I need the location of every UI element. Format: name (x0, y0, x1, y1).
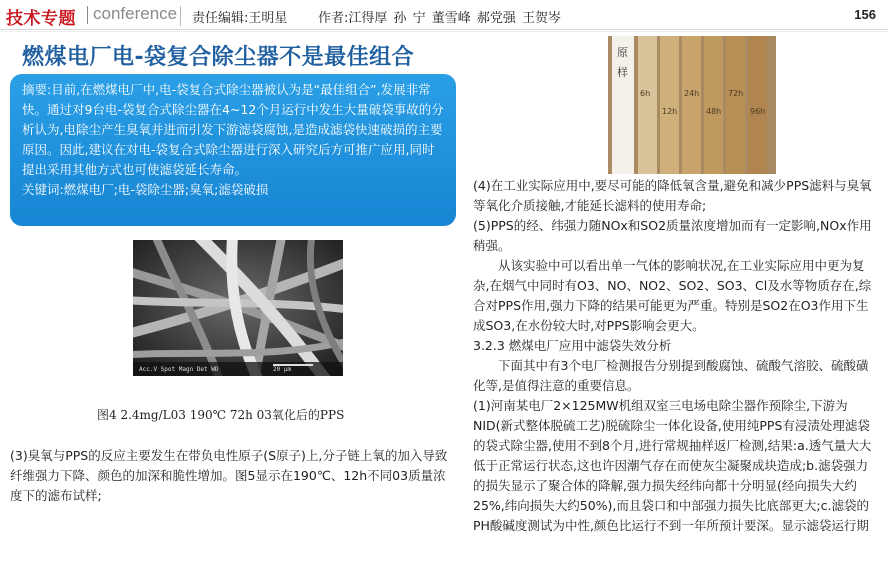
sample-strip (638, 36, 657, 174)
abstract-box (10, 74, 456, 226)
strip-label: 原 (617, 46, 628, 59)
strip-label: 24h (684, 89, 700, 98)
header-rule (0, 31, 888, 32)
body-paragraph: 下面其中有3个电厂检测报告分别提到酸腐蚀、硫酸气溶胶、硫酸磺化等,是值得注意的重要信息。 (473, 358, 869, 393)
keywords-text: 关键词:燃煤电厂;电-袋除尘器;臭氧;滤袋破损 (22, 182, 269, 197)
page-number: 156 (854, 7, 876, 22)
abstract-text: 摘要:目前,在燃煤电厂中,电-袋复合式除尘器被认为是“最佳组合”,发展非常快。通过对9台电-袋复合式除尘器在4~12个月运行中发生大量破袋事故的分析认为,电除尘产生臭氧并进而引发下游滤袋腐蚀,是造成滤袋快速破损的主要原因。因此,建议在对电-袋复合式除尘器进行深入研究后方可推广应用,同时提出采用其他方式也可使滤袋延长寿命。 (22, 82, 444, 177)
header-divider (180, 6, 181, 26)
article-title: 燃煤电厂电-袋复合除尘器不是最佳组合 (22, 45, 415, 70)
body-paragraph: 从该实验中可以看出单一气体的影响状况,在工业实际应用中更为复杂,在烟气中同时有O3、NO、NO2、SO2、SO3、Cl及水等物质存在,综合对PPS作用,强力下降的结果可能更为严重。特别是SO2在O3作用下生成SO3,在水份较大时,对PPS影响会更大。 (473, 258, 872, 333)
sample-strip (682, 36, 701, 174)
sample-strip (748, 36, 767, 174)
strip-label: 样 (617, 66, 628, 79)
column-brand: 技术专题 (6, 9, 76, 29)
page-header (0, 0, 888, 30)
strip-label: 96h (750, 107, 766, 116)
body-paragraph: (3)臭氧与PPS的反应主要发生在带负电性原子(S原子)上,分子链上氧的加入导致纤维强力下降、颜色的加深和脆性增加。图5显示在190℃、12h不同03质量浓度下的滤布试样; (10, 448, 448, 503)
sample-strip (660, 36, 679, 174)
strip-label: 12h (662, 107, 678, 116)
right-column (473, 176, 879, 536)
section-heading: 3.2.3 燃煤电厂应用中滤袋失效分析 (473, 338, 672, 353)
body-paragraph: (4)在工业实际应用中,要尽可能的降低氧含量,避免和减少PPS滤料与臭氧等氧化介质接触,才能延长滤料的使用寿命; (473, 178, 872, 213)
strip-label: 6h (640, 89, 651, 98)
figure-4-sem-image (133, 240, 343, 376)
filter-cloth-samples (608, 36, 776, 174)
section-label: conference (93, 4, 178, 23)
svg-text:20 µm: 20 µm (273, 366, 292, 373)
sample-strip (704, 36, 723, 174)
sample-strip (726, 36, 745, 174)
svg-text:Acc.V Spot Magn Det WD: Acc.V Spot Magn Det WD (139, 366, 219, 373)
editor-credit: 责任编辑:王明星 (192, 11, 288, 26)
figure-4-caption: 图4 2.4mg/L03 190℃ 72h 03氧化后的PPS (97, 408, 345, 422)
sem-fiber-photo (133, 240, 343, 376)
body-paragraph: (1)河南某电厂2×125MW机组双室三电场电除尘器作预除尘,下游为NID(新式整体脱硫工艺)脱硫除尘一体化设备,使用纯PPS有浸渍处理滤袋的袋式除尘器,使用不到8个月,进行常规抽样返厂检测,结果:a.透气量大大低于正常运行状态,这也许因潮气存在而使灰尘凝聚成块造成;b.滤袋强力的损失显示了聚合体的降解,强力损失经纬向都十分明显(经向损失大约25%,纬向损失大约50%),而且袋口和中部强力损失比底部更大;c.滤袋的PH酸碱度测试为中性,颜色比运行不到一年所预计要深。显示滤袋运行期 (473, 398, 872, 533)
author-credit: 作者:江得厚 孙 宁 董雪峰 郝党强 王贺岑 (318, 11, 562, 26)
header-rule (0, 29, 888, 30)
strip-label: 72h (728, 89, 744, 98)
header-divider (87, 6, 88, 24)
body-paragraph: (5)PPS的经、纬强力随NOx和SO2质量浓度增加而有一定影响,NOx作用稍强。 (473, 218, 872, 253)
figure-5-sample-photo (608, 36, 776, 174)
strip-label: 48h (706, 107, 722, 116)
